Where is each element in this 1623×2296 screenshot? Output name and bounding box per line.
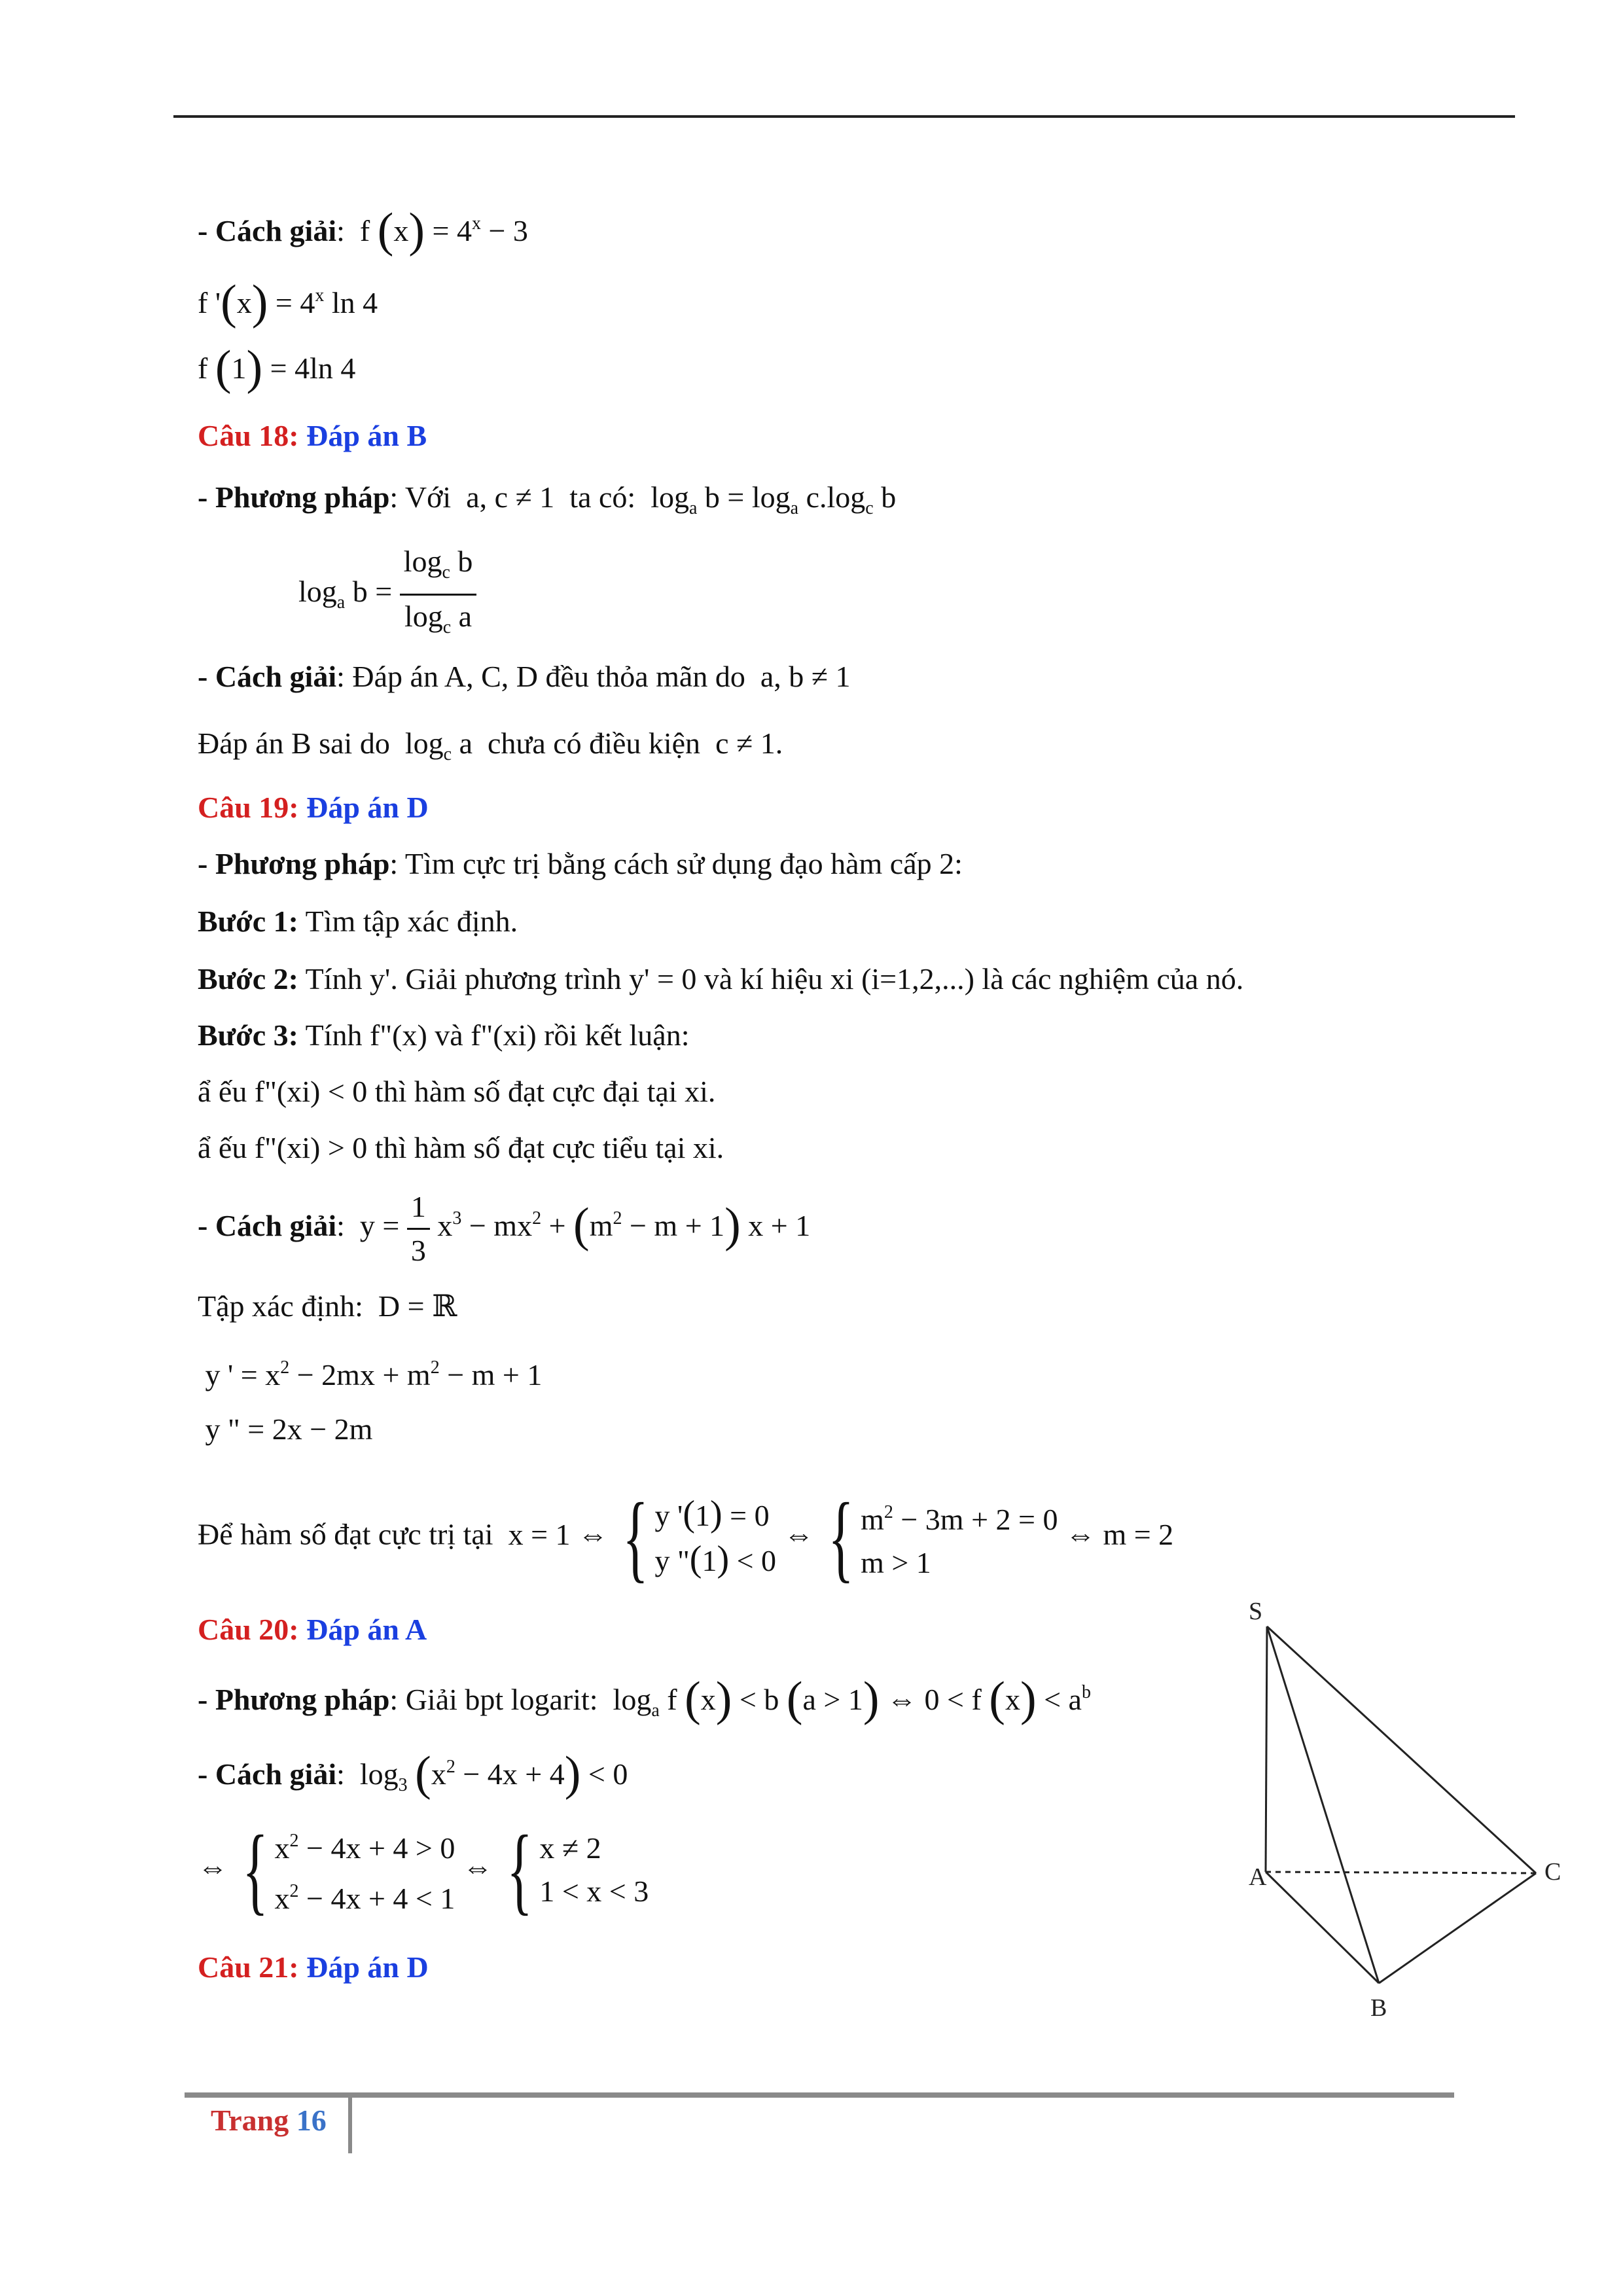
pyramid-figure [1230,1597,1584,2042]
q20-solution: - Cách giải: $\log_3 (x^2 - 4x + 4) < 0$ [198,1747,628,1801]
q20-method: - Phương pháp: Giải bpt logarit: $\log_a f$ (x) < b (a > 1) ⇔ 0 < f $(x) < a^b$ [198,1672,1091,1726]
line-f1: f (1) = 4ln 4 [198,341,356,395]
q20-system: ⇔ { $x^2 - 4x + 4 > 0$ $x^2 - 4x + 4 < 1$ ⇔ { x ≠ 2 1 < x < 3 [198,1816,649,1924]
q19-condition-2: ẩ ếu f"(xi) > 0 thì hàm số đạt cực tiểu tại xi. [198,1131,724,1164]
q19-extremum: Để hàm số đạt cực trị tại x = 1 ⇔ { y '(1) = 0 y "(1) < 0 ⇔ { $m^2 - 3m + 2 = 0$ m > 1 ⇔ m = 2 [198,1483,1174,1592]
edge-ac-hidden [1266,1872,1536,1873]
q18-solution: - Cách giải: Đáp án A, C, D đều thỏa mãn do a, b ≠ 1 [198,660,851,693]
q19-step-3: Bước 3: Tính f"(x) và f"(xi) rồi kết luận: [198,1018,690,1052]
q18-method: - Phương pháp: Với a, c ≠ 1 ta có: $\log_a b = \log_a c.\log_c$ b [198,480,897,518]
q19-domain: Tập xác định: D = ℝ [198,1289,457,1323]
q19-step-1: Bước 1: Tìm tập xác định. [198,905,518,938]
edge-sb [1267,1626,1379,1983]
q19-solution: - Cách giải: y = $\frac{1}{3}$ $x^3 - mx^2 + (m^2 - m + 1) x + 1$ [198,1190,811,1267]
q19-step-2: Bước 2: Tính y'. Giải phương trình y' = 0 và kí hiệu xi (i=1,2,...) là các nghiệm của nó. [198,962,1244,996]
q18-note: Đáp án B sai do $\log_c a$ chưa có điều kiện c ≠ 1. [198,726,783,764]
header-rule [173,115,1515,118]
page-number: Trang 16 [211,2104,327,2137]
line-derivative: f '$(x) = 4^x$ ln 4 [198,276,378,329]
line-solution-17: - Cách giải: f $(x) = 4^x - 3$ [198,204,528,257]
footer-divider [348,2094,352,2153]
question-21-heading: Câu 21: Đáp án D [198,1950,429,1984]
q19-method: - Phương pháp: Tìm cực trị bằng cách sử dụng đạo hàm cấp 2: [198,847,963,880]
edge-bc [1379,1873,1536,1983]
vertex-label-a: A [1249,1863,1267,1891]
edge-sa [1266,1626,1267,1872]
q19-y-prime: y ' = $x^2 - 2mx + m^2 - m + 1$ [198,1357,543,1391]
solution-label: - Cách giải [198,214,337,247]
math-f: f $(x) = 4^x - 3$ [359,204,528,257]
question-20-heading: Câu 20: Đáp án A [198,1613,427,1646]
vertex-label-s: S [1249,1598,1263,1625]
q19-condition-1: ẩ ếu f"(xi) < 0 thì hàm số đạt cực đại tại xi. [198,1075,716,1108]
question-18-heading: Câu 18: Đáp án B [198,419,427,452]
q19-y-double-prime: y " = 2x − 2m [198,1412,373,1446]
q18-formula: $\log_a b$ = $\frac{\log_c b}{\log_c a}$ [298,543,476,646]
footer-rule [185,2092,1454,2098]
vertex-label-b: B [1370,1994,1387,2022]
vertex-label-c: C [1544,1858,1561,1886]
question-19-heading: Câu 19: Đáp án D [198,791,429,824]
edge-sc [1267,1626,1536,1873]
